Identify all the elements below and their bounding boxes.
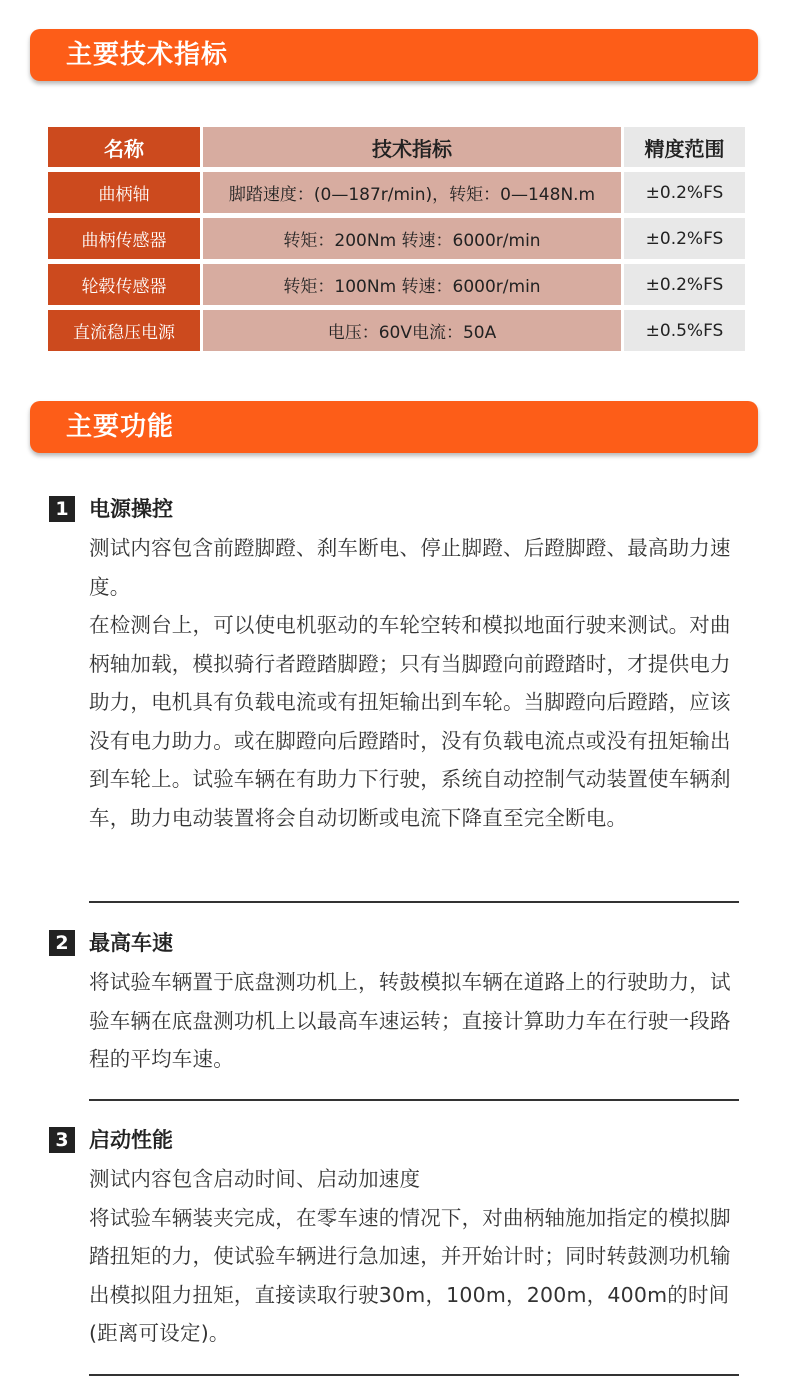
- table-row: [48, 218, 745, 259]
- cell-spec: 转矩：200Nm 转速：6000r/min: [203, 218, 624, 259]
- feature-number-badge: 1: [49, 496, 75, 522]
- cell-accuracy: ±0.5%FS: [624, 310, 745, 351]
- feature-body: [89, 963, 739, 1079]
- feature-title: 最高车速: [89, 931, 173, 955]
- cell-spec: 电压：60V电流：50A: [203, 310, 624, 351]
- section-divider: [89, 901, 739, 903]
- cell-name: 轮毂传感器: [48, 264, 203, 305]
- cell-name: 直流稳压电源: [48, 310, 203, 351]
- feature-title: 电源操控: [89, 497, 173, 521]
- column-header-spec: 技术指标: [203, 127, 624, 167]
- table-header-row: [48, 127, 745, 167]
- table-row: [48, 172, 745, 213]
- column-header-name: 名称: [48, 127, 203, 167]
- section-title: 主要功能: [66, 412, 175, 442]
- feature-paragraph: 将试验车辆置于底盘测功机上，转鼓模拟车辆在道路上的行驶助力，试验车辆在底盘测功机上以最高车速运转；直接计算助力车在行驶一段路程的平均车速。: [89, 970, 731, 1071]
- feature-paragraph: 测试内容包含前蹬脚蹬、刹车断电、停止脚蹬、后蹬脚蹬、最高助力速度。: [89, 536, 731, 599]
- cell-name: 曲柄轴: [48, 172, 203, 213]
- spec-table: [48, 122, 745, 356]
- feature-body: [89, 1160, 739, 1353]
- cell-spec: 转矩：100Nm 转速：6000r/min: [203, 264, 624, 305]
- feature-paragraph: 在检测台上，可以使电机驱动的车轮空转和模拟地面行驶来测试。对曲柄轴加载，模拟骑行者蹬踏脚蹬；只有当脚蹬向前蹬踏时，才提供电力助力，电机具有负载电流或有扭矩输出到车轮。当脚蹬向后蹬踏，应该没有电力助力。或在脚蹬向后蹬踏时，没有负载电流点或没有扭矩输出到车轮上。试验车辆在有助力下行驶，系统自动控制气动装置使车辆刹车，助力电动装置将会自动切断或电流下降直至完全断电。: [89, 613, 731, 830]
- feature-number-badge: 3: [49, 1127, 75, 1153]
- column-header-accuracy: 精度范围: [624, 127, 745, 167]
- cell-accuracy: ±0.2%FS: [624, 218, 745, 259]
- feature-title: 启动性能: [89, 1128, 173, 1152]
- cell-accuracy: ±0.2%FS: [624, 264, 745, 305]
- section-banner-functions: [30, 401, 758, 453]
- table-row: [48, 264, 745, 305]
- feature-paragraph: 将试验车辆装夹完成，在零车速的情况下，对曲柄轴施加指定的模拟脚踏扭矩的力，使试验车辆进行急加速，并开始计时；同时转鼓测功机输出模拟阻力扭矩，直接读取行驶30m，100m，200m，400m的时间(距离可设定)。: [89, 1205, 731, 1345]
- section-title: 主要技术指标: [66, 40, 229, 70]
- feature-paragraph: 测试内容包含启动时间、启动加速度: [89, 1167, 421, 1191]
- feature-number-badge: 2: [49, 930, 75, 956]
- section-divider: [89, 1099, 739, 1101]
- section-divider: [89, 1374, 739, 1376]
- table-row: [48, 310, 745, 351]
- feature-body: [89, 529, 739, 837]
- section-banner-specs: [30, 29, 758, 81]
- cell-name: 曲柄传感器: [48, 218, 203, 259]
- cell-spec: 脚踏速度：(0—187r/min)，转矩：0—148N.m: [203, 172, 624, 213]
- cell-accuracy: ±0.2%FS: [624, 172, 745, 213]
